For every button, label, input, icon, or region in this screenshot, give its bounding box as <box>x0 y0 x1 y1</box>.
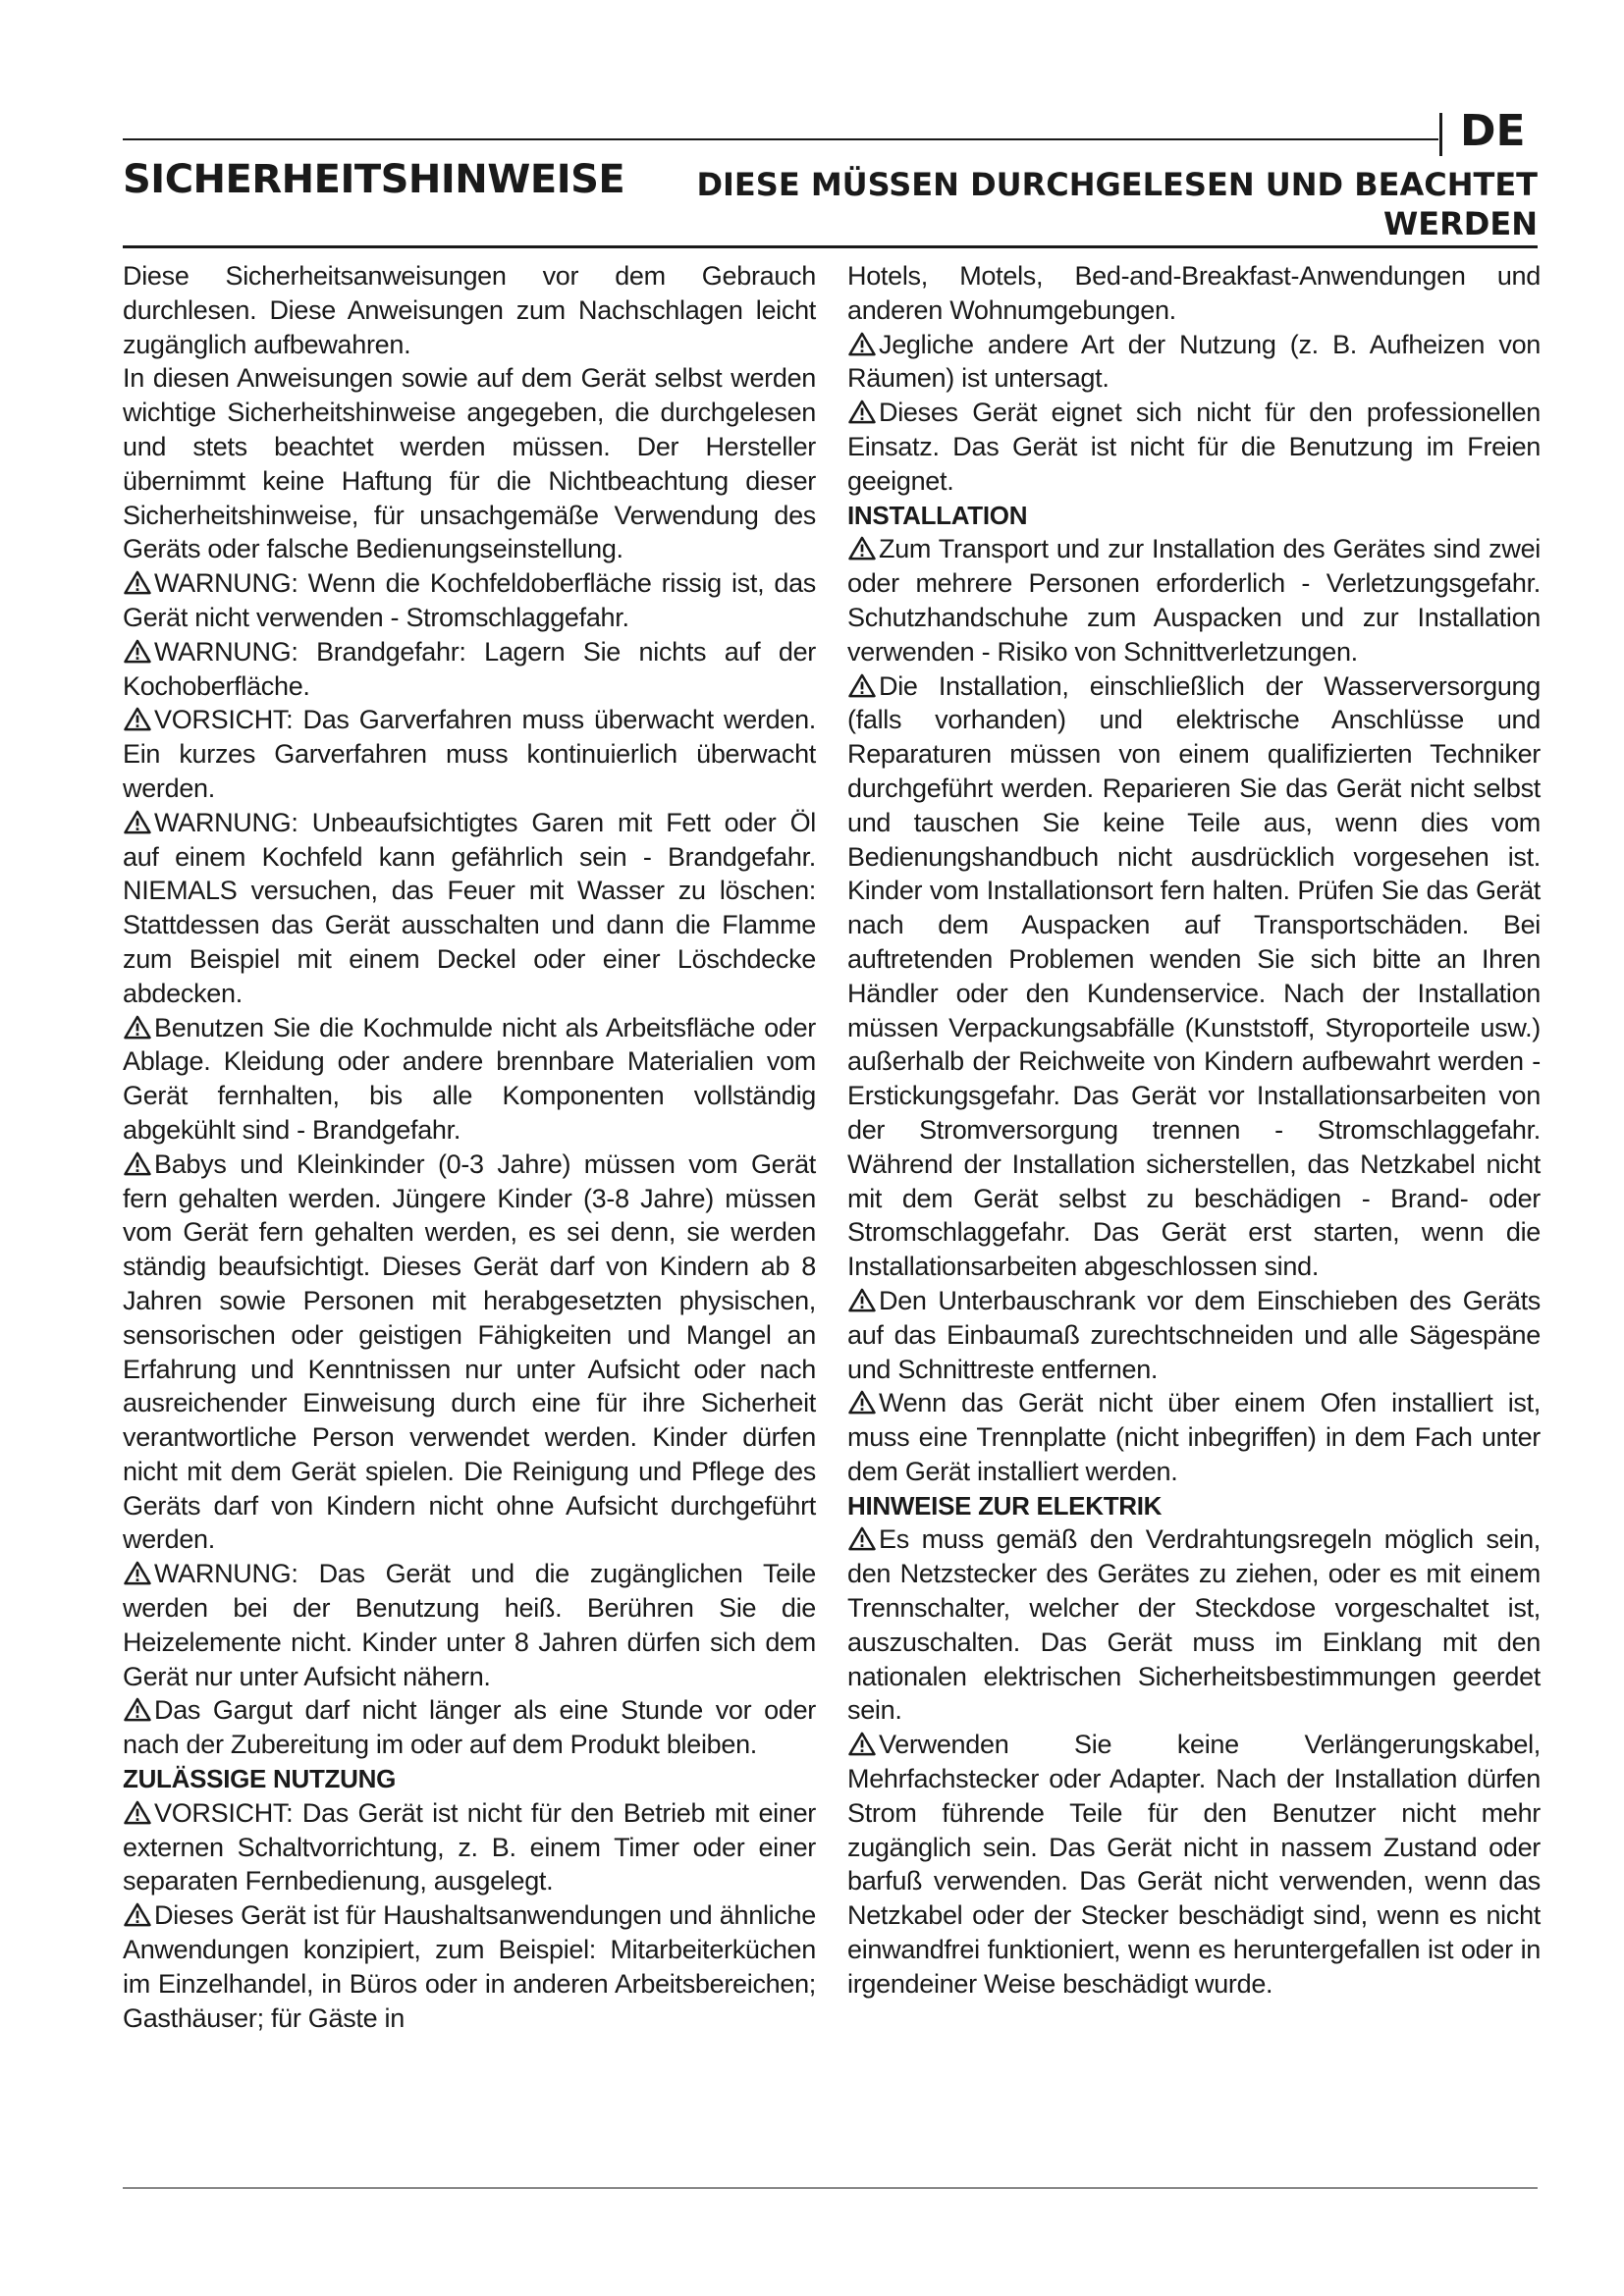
language-tick <box>1439 113 1442 156</box>
paragraph-intro: Diese Sicherheitsanweisungen vor dem Gebrauch durchlesen. Diese Anweisungen zum Nachschlagen leicht zugänglich aufbewahren. <box>123 261 816 359</box>
warning-triangle-icon <box>123 1800 152 1825</box>
warning-text: Wenn das Gerät nicht über einem Ofen installiert ist, muss eine Trennplatte (nicht inbegriffen) in dem Fach unter dem Gerät installiert werden. <box>847 1388 1541 1486</box>
warning-paragraph <box>847 396 1541 498</box>
warning-triangle-icon <box>123 1561 152 1585</box>
warning-text: Die Installation, einschließlich der Wasserversorgung (falls vorhanden) und elektrische Anschlüsse und Reparaturen müssen von einem qualifizierten Techniker durchgeführt werden. Reparieren Sie das Gerät nicht selbst und tauschen Sie keine Teile aus, wenn dies vom Bedienungshandbuch nicht ausdrücklich vorgesehen ist. Kinder vom Installationsort fern halten. Prüfen Sie das Gerät nach dem Auspacken auf Transportschäden. Bei auftretenden Problemen wenden Sie sich bitte an Ihren Händler oder den Kundenservice. Nach der Installation müssen Verpackungsabfälle (Kunststoff, Styroporteile usw.) außerhalb der Reichweite von Kindern aufbewahrt werden - Erstickungsgefahr. Das Gerät vor Installationsarbeiten von der Stromversorgung trennen - Stromschlaggefahr. Während der Installation sicherstellen, das Netzkabel nicht mit dem Gerät selbst zu beschädigen - Brand- oder Stromschlaggefahr. Das Gerät erst starten, wenn die Installationsarbeiten abgeschlossen sind. <box>847 670 1541 1282</box>
left-column <box>123 259 816 2035</box>
warning-paragraph <box>847 328 1541 397</box>
warning-paragraph <box>847 1728 1541 2001</box>
warning-triangle-icon <box>123 639 152 664</box>
warning-paragraph <box>123 1557 816 1693</box>
language-rule <box>123 138 1438 140</box>
warning-triangle-icon <box>847 1526 877 1551</box>
warning-text: Babys und Kleinkinder (0-3 Jahre) müssen vom Gerät fern gehalten werden. Jüngere Kinder (3-8 Jahre) müssen vom Gerät fern gehalten werden, es sei denn, sie werden ständig beaufsichtigt. Dieses Gerät darf von Kindern ab 8 Jahren sowie Personen mit herabgesetzten physischen, sensorischen oder geistigen Fähigkeiten und Mangel an Erfahrung und Kenntnissen nur unter Aufsicht oder nach ausreichender Einweisung durch eine für ihre Sicherheit verantwortliche Person verwendet werden. Kinder dürfen nicht mit dem Gerät spielen. Die Reinigung und Pflege des Geräts darf von Kindern nicht ohne Aufsicht durchgeführt werden. <box>123 1148 816 1555</box>
warning-text: Zum Transport und zur Installation des Gerätes sind zwei oder mehrere Personen erforderlich - Verletzungsgefahr. Schutzhandschuhe zum Auspacken und zur Installation verwenden - Risiko von Schnittverletzungen. <box>847 534 1541 667</box>
section-heading-electric: HINWEISE ZUR ELEKTRIK <box>847 1490 1163 1521</box>
warning-triangle-icon <box>123 570 152 595</box>
language-code: DE <box>1460 106 1526 156</box>
warning-triangle-icon <box>847 400 877 424</box>
warning-text: WARNUNG: Brandgefahr: Lagern Sie nichts auf der Kochoberfläche. <box>123 636 816 701</box>
warning-paragraph <box>123 1898 816 2035</box>
warning-text: Den Unterbauschrank vor dem Einschieben des Geräts auf das Einbaumaß zurechtschneiden und alle Sägespäne und Schnittreste entfernen. <box>847 1285 1541 1384</box>
warning-text: WARNUNG: Wenn die Kochfeldoberfläche rissig ist, das Gerät nicht verwenden - Stromschlaggefahr. <box>123 568 816 632</box>
warning-paragraph <box>123 703 816 805</box>
warning-triangle-icon <box>123 707 152 731</box>
warning-text: VORSICHT: Das Gerät ist nicht für den Betrieb mit einer externen Schaltvorrichtung, z. B. einem Timer oder einer separaten Fernbedienung, ausgelegt. <box>123 1797 816 1896</box>
warning-triangle-icon <box>847 1732 877 1756</box>
warning-triangle-icon <box>847 536 877 561</box>
footer-divider <box>123 2187 1538 2189</box>
warning-text: Benutzen Sie die Kochmulde nicht als Arbeitsfläche oder Ablage. Kleidung oder andere brennbare Materialien vom Gerät fernhalten, bis alle Komponenten vollständig abgekühlt sind - Brandgefahr. <box>123 1012 816 1145</box>
warning-paragraph <box>123 806 816 1011</box>
warning-text: Das Gargut darf nicht länger als eine Stunde vor oder nach der Zubereitung im oder auf dem Produkt bleiben. <box>123 1695 816 1760</box>
warning-text: Verwenden Sie keine Verlängerungskabel, Mehrfachstecker oder Adapter. Nach der Installation dürfen Strom führende Teile für den Benutzer nicht mehr zugänglich sein. Das Gerät nicht in nassem Zustand oder barfuß verwenden. Das Gerät nicht verwenden, wenn das Netzkabel oder der Stecker beschädigt sind, wenn es nicht einwandfrei funktioniert, wenn es heruntergefallen ist oder in irgendeiner Weise beschädigt wurde. <box>847 1730 1541 1999</box>
warning-paragraph <box>847 1386 1541 1488</box>
paragraph-important-notes: In diesen Anweisungen sowie auf dem Gerät selbst werden wichtige Sicherheitshinweise angegeben, die durchgelesen und stets beachtet werden müssen. Der Hersteller übernimmt keine Haftung für die Nichtbeachtung dieser Sicherheitshinweise, für unsachgemäße Verwendung des Geräts oder falsche Bedienungseinstellung. <box>123 363 816 564</box>
warning-text: Dieses Gerät ist für Haushaltsanwendungen und ähnliche Anwendungen konzipiert, zum Beispiel: Mitarbeiterküchen im Einzelhandel, in Büros oder in anderen Arbeitsbereichen; Gasthäuser; für Gäste in <box>123 1900 816 2033</box>
header-divider <box>123 245 1538 248</box>
warning-text: Dieses Gerät eignet sich nicht für den professionellen Einsatz. Das Gerät ist nicht für die Benutzung im Freien geeignet. <box>847 398 1541 496</box>
warning-text: Jegliche andere Art der Nutzung (z. B. Aufheizen von Räumen) ist untersagt. <box>847 329 1541 394</box>
warning-triangle-icon <box>123 1151 152 1176</box>
warning-triangle-icon <box>123 810 152 834</box>
warning-text: WARNUNG: Unbeaufsichtigtes Garen mit Fett oder Öl auf einem Kochfeld kann gefährlich sein - Brandgefahr. NIEMALS versuchen, das Feuer mit Wasser zu löschen: Stattdessen das Gerät ausschalten und dann die Flamme zum Beispiel mit einem Deckel oder einer Löschdecke abdecken. <box>123 807 816 1008</box>
warning-paragraph <box>847 1522 1541 1728</box>
right-column <box>847 259 1541 2002</box>
warning-triangle-icon <box>847 1390 877 1415</box>
warning-paragraph <box>123 1148 816 1558</box>
warning-paragraph <box>123 566 816 635</box>
section-heading-installation: INSTALLATION <box>847 500 1028 530</box>
warning-triangle-icon <box>847 332 877 356</box>
warning-text: Es muss gemäß den Verdrahtungsregeln möglich sein, den Netzstecker des Gerätes zu ziehen, oder es mit einem Trennschalter, welcher der Steckdose vorgeschaltet ist, auszuschalten. Das Gerät muss im Einklang mit den nationalen elektrischen Sicherheitsbestimmungen geerdet sein. <box>847 1524 1541 1726</box>
page-subtitle: DIESE MÜSSEN DURCHGELESEN UND BEACHTET WERDEN <box>696 166 1538 242</box>
warning-paragraph <box>123 635 816 704</box>
warning-paragraph <box>123 1693 816 1762</box>
page-title: SICHERHEITSHINWEISE <box>123 157 625 202</box>
warning-triangle-icon <box>123 1902 152 1927</box>
warning-paragraph <box>847 532 1541 668</box>
paragraph-continued: Hotels, Motels, Bed-and-Breakfast-Anwendungen und anderen Wohnumgebungen. <box>847 261 1541 325</box>
warning-text: WARNUNG: Das Gerät und die zugänglichen Teile werden bei der Benutzung heiß. Berühren Sie die Heizelemente nicht. Kinder unter 8 Jahren dürfen sich dem Gerät nur unter Aufsicht nähern. <box>123 1559 816 1691</box>
section-heading-usage: ZULÄSSIGE NUTZUNG <box>123 1764 397 1794</box>
warning-text: VORSICHT: Das Garverfahren muss überwacht werden. Ein kurzes Garverfahren muss kontinuierlich überwacht werden. <box>123 705 816 803</box>
warning-paragraph <box>123 1796 816 1898</box>
warning-paragraph <box>847 669 1541 1284</box>
warning-paragraph <box>123 1011 816 1148</box>
warning-triangle-icon <box>847 673 877 698</box>
warning-paragraph <box>847 1284 1541 1386</box>
warning-triangle-icon <box>123 1697 152 1722</box>
warning-triangle-icon <box>847 1288 877 1312</box>
warning-triangle-icon <box>123 1015 152 1040</box>
